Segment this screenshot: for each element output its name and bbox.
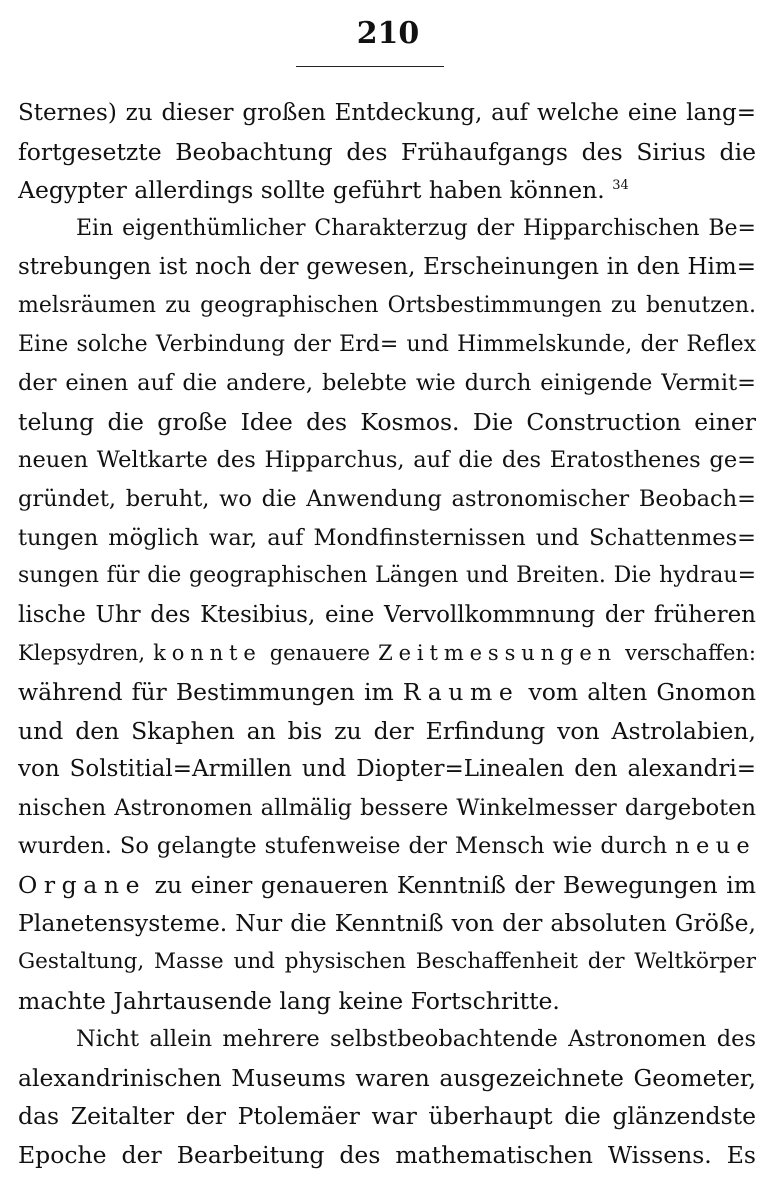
line-text: Sternes) zu dieser großen Entdeckung, auf welche eine lang=	[18, 100, 756, 126]
text-line	[18, 866, 756, 905]
text-line	[18, 326, 756, 365]
header-rule	[296, 66, 444, 67]
text-line	[18, 750, 756, 789]
line-text: strebungen ist noch der gewesen, Erscheinungen in den Him=	[18, 254, 756, 281]
body-text	[18, 94, 756, 1175]
text-line	[18, 1136, 756, 1175]
line-text: verschaffen:	[617, 641, 756, 666]
text-line	[18, 403, 756, 442]
text-line	[18, 673, 756, 712]
text-line	[18, 827, 756, 866]
text-line	[18, 1097, 756, 1136]
footnote-marker: 34	[612, 178, 629, 194]
line-text: Klepsydren,	[18, 641, 154, 666]
text-line	[18, 789, 756, 828]
emphasized-text: neue	[675, 833, 756, 860]
line-text: das Zeitalter der Ptolemäer war überhaupt die glänzendste	[18, 1102, 756, 1131]
line-text: während für Bestimmungen im	[18, 677, 403, 706]
text-line	[18, 364, 756, 403]
line-text: melsräumen zu geographischen Ortsbestimmungen zu benutzen.	[18, 292, 756, 318]
line-text: wurden. So gelangte stufenweise der Mensch wie durch	[18, 833, 676, 860]
text-line	[18, 1020, 756, 1059]
emphasized-text: Organe	[18, 870, 147, 899]
page-number: 210	[356, 16, 420, 51]
line-text: von Solstitial=Armillen und Diopter=Linealen den alexandri=	[18, 756, 756, 783]
line-text: zu einer genaueren Kenntniß der Bewegungen im	[146, 870, 756, 899]
line-text: und den Skaphen an bis zu der Erfindung von Astrolabien,	[18, 716, 756, 745]
text-line	[18, 210, 756, 249]
line-text: vom alten Gnomon	[519, 677, 756, 706]
line-text: nischen Astronomen allmälig bessere Winkelmesser dargeboten	[18, 794, 756, 821]
line-text: neuen Weltkarte des Hipparchus, auf die des Eratosthenes ge=	[18, 447, 756, 474]
text-line	[18, 1059, 756, 1098]
text-line	[18, 248, 756, 287]
line-text: sungen für die geographischen Längen und Breiten. Die hydrau=	[18, 563, 756, 589]
text-line	[18, 441, 756, 480]
line-text: Ein eigenthümlicher Charakterzug der Hipparchischen Be=	[76, 215, 756, 241]
line-text: telung die große Idee des Kosmos. Die Construction einer	[18, 407, 756, 436]
line-text: genauere	[261, 641, 379, 666]
text-line	[18, 943, 756, 982]
line-text: tungen möglich war, auf Mondfinsternissen und Schattenmes=	[18, 524, 756, 551]
text-line	[18, 480, 756, 519]
text-line	[18, 904, 756, 943]
line-text: Aegypter allerdings sollte geführt haben können.	[18, 176, 613, 205]
line-text: der einen auf die andere, belebte wie durch einigende Vermit=	[18, 370, 756, 397]
text-line	[18, 519, 756, 558]
line-text: machte Jahrtausende lang keine Fortschritte.	[18, 986, 560, 1015]
text-line	[18, 596, 756, 635]
text-line	[18, 171, 756, 210]
line-text: Epoche der Bearbeitung des mathematischen Wissens. Es	[18, 1141, 756, 1170]
text-line	[18, 557, 756, 596]
emphasized-text: Raume	[402, 677, 520, 706]
line-text: fortgesetzte Beobachtung des Frühaufgangs des Sirius die	[18, 137, 756, 166]
text-line	[18, 287, 756, 326]
line-text: gründet, beruht, wo die Anwendung astronomischer Beobach=	[18, 485, 756, 512]
text-line	[18, 634, 756, 673]
text-line	[18, 94, 756, 133]
line-text: Eine solche Verbindung der Erd= und Himmelskunde, der Reflex	[18, 331, 756, 357]
text-line	[18, 712, 756, 751]
text-line	[18, 982, 756, 1021]
line-text: lische Uhr des Ktesibius, eine Vervollkommnung der früheren	[18, 601, 756, 628]
emphasized-text: Zeitmessungen	[378, 641, 618, 666]
line-text: alexandrinischen Museums waren ausgezeichnete Geometer,	[18, 1063, 756, 1092]
line-text: Nicht allein mehrere selbstbeobachtende Astronomen des	[76, 1026, 756, 1053]
line-text: Planetensysteme. Nur die Kenntniß von der absoluten Größe,	[18, 909, 756, 938]
emphasized-text: konnte	[153, 641, 262, 666]
text-line	[18, 133, 756, 172]
line-text: Gestaltung, Masse und physischen Beschaffenheit der Weltkörper	[18, 949, 756, 975]
